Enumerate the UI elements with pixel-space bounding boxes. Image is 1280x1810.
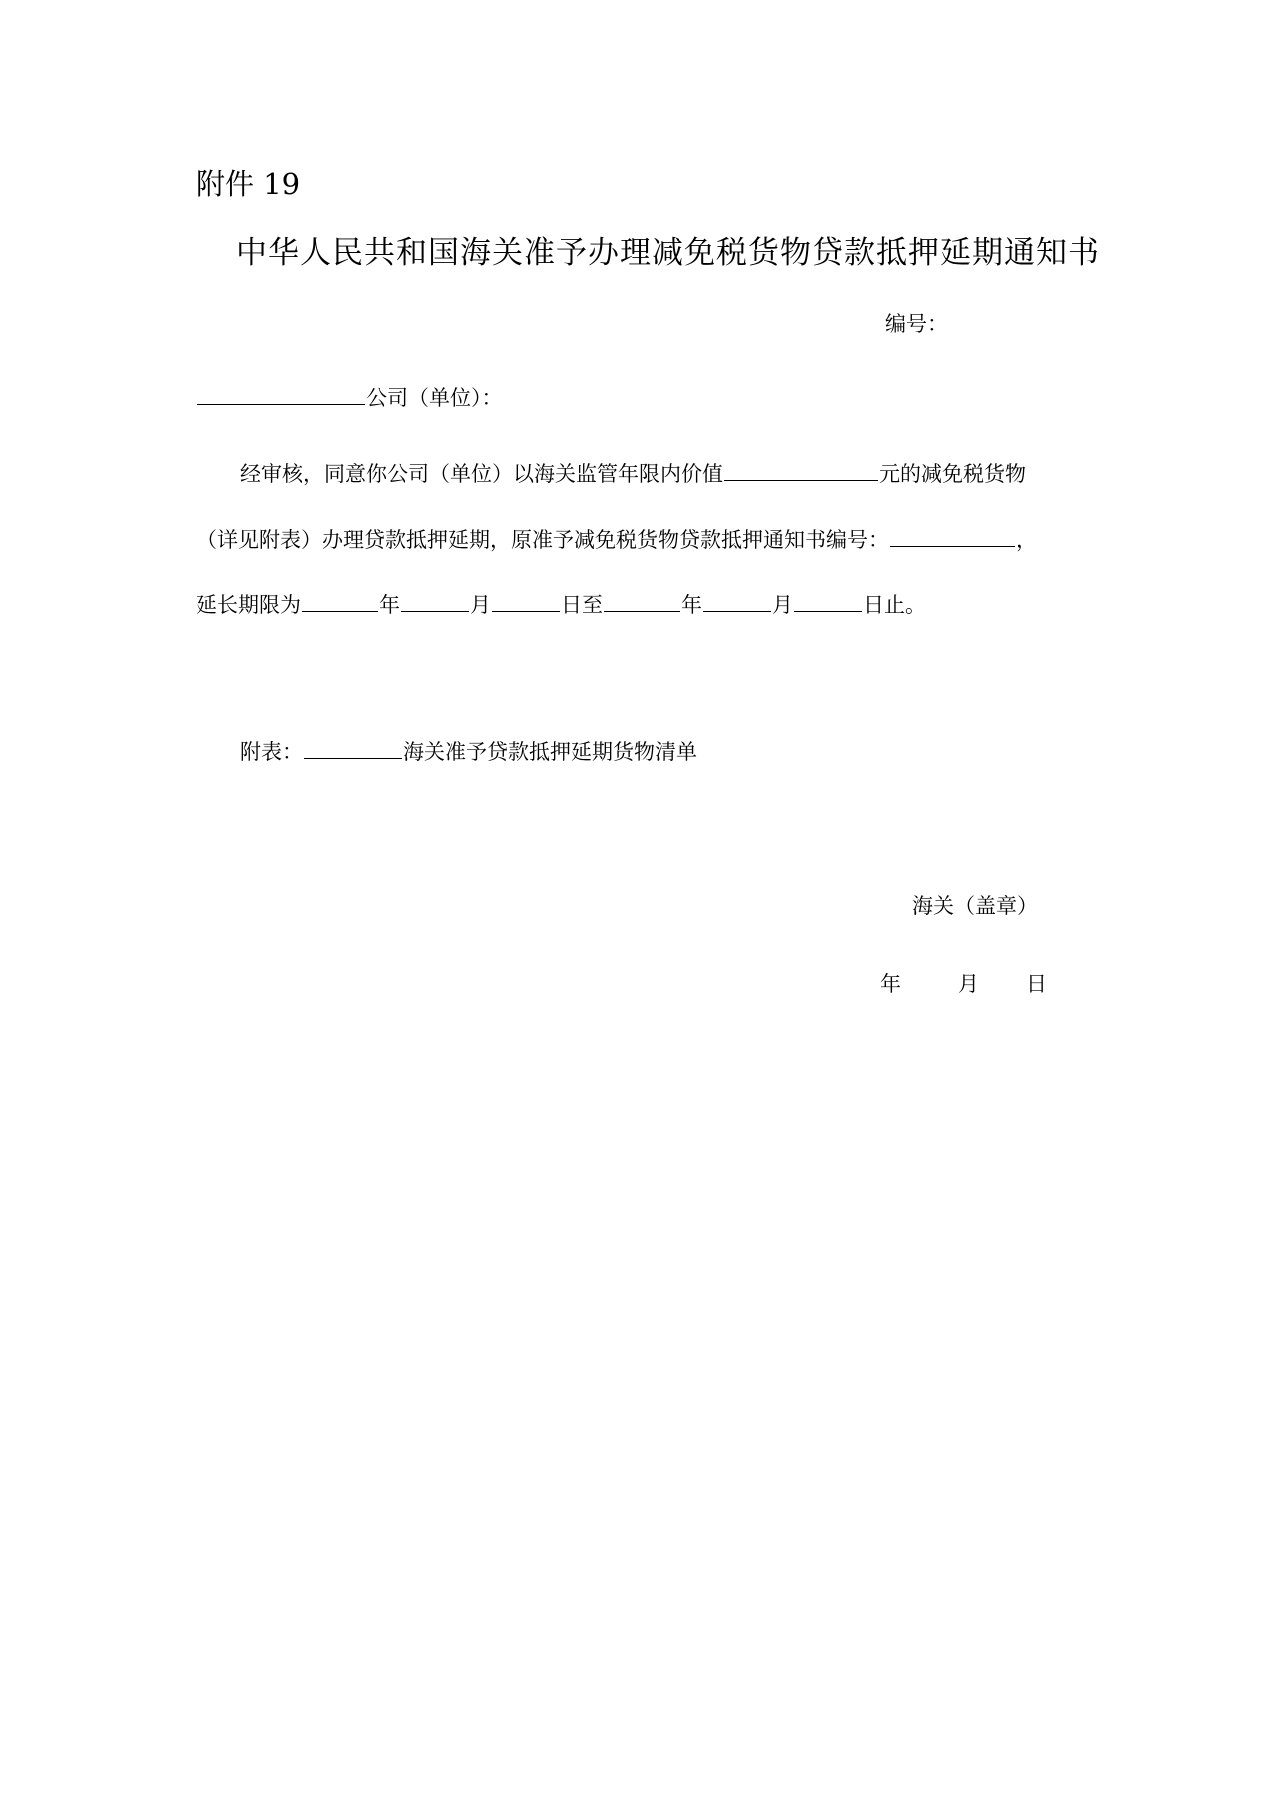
company-name-blank[interactable] xyxy=(197,403,365,405)
start-year-blank[interactable] xyxy=(302,610,378,612)
original-notice-number-blank[interactable] xyxy=(890,545,1015,547)
paragraph-line2-tail: ， xyxy=(1016,528,1037,552)
number-label: 编号： xyxy=(885,312,948,336)
paragraph-line2-text: （详见附表）办理贷款抵押延期，原准予减免税货物贷款抵押通知书编号： xyxy=(196,528,889,552)
paragraph-line1-text: 经审核，同意你公司（单位）以海关监管年限内价值 xyxy=(240,462,723,486)
end-month-label: 月 xyxy=(772,593,793,617)
signature-day: 日 xyxy=(1026,972,1047,996)
customs-name-blank[interactable] xyxy=(304,757,402,759)
paragraph-line-1 xyxy=(240,464,1026,485)
start-day-to-label: 日至 xyxy=(561,593,603,617)
paragraph-line1-tail: 元的减免税货物 xyxy=(879,462,1026,486)
end-year-label: 年 xyxy=(681,593,702,617)
start-month-label: 月 xyxy=(470,593,491,617)
signature-year: 年 xyxy=(880,972,901,996)
signature-month: 月 xyxy=(958,972,979,996)
customs-seal-label: 海关（盖章） xyxy=(912,894,1038,918)
extension-prefix: 延长期限为 xyxy=(196,593,301,617)
value-blank[interactable] xyxy=(724,479,878,481)
start-month-blank[interactable] xyxy=(401,610,469,612)
paragraph-line-3 xyxy=(196,595,926,616)
end-year-blank[interactable] xyxy=(604,610,680,612)
attachment-label: 附件 19 xyxy=(196,167,301,201)
appendix-list-name: 海关准予贷款抵押延期货物清单 xyxy=(403,740,697,764)
start-day-blank[interactable] xyxy=(492,610,560,612)
appendix-line xyxy=(240,742,697,763)
addressee-line xyxy=(196,388,503,409)
end-day-blank[interactable] xyxy=(794,610,862,612)
start-year-label: 年 xyxy=(379,593,400,617)
end-day-label: 日止。 xyxy=(863,593,926,617)
addressee-suffix: 公司（单位）： xyxy=(366,386,503,410)
appendix-label: 附表： xyxy=(240,740,303,764)
document-title: 中华人民共和国海关准予办理减免税货物贷款抵押延期通知书 xyxy=(236,235,1100,271)
end-month-blank[interactable] xyxy=(703,610,771,612)
paragraph-line-2 xyxy=(196,530,1037,551)
